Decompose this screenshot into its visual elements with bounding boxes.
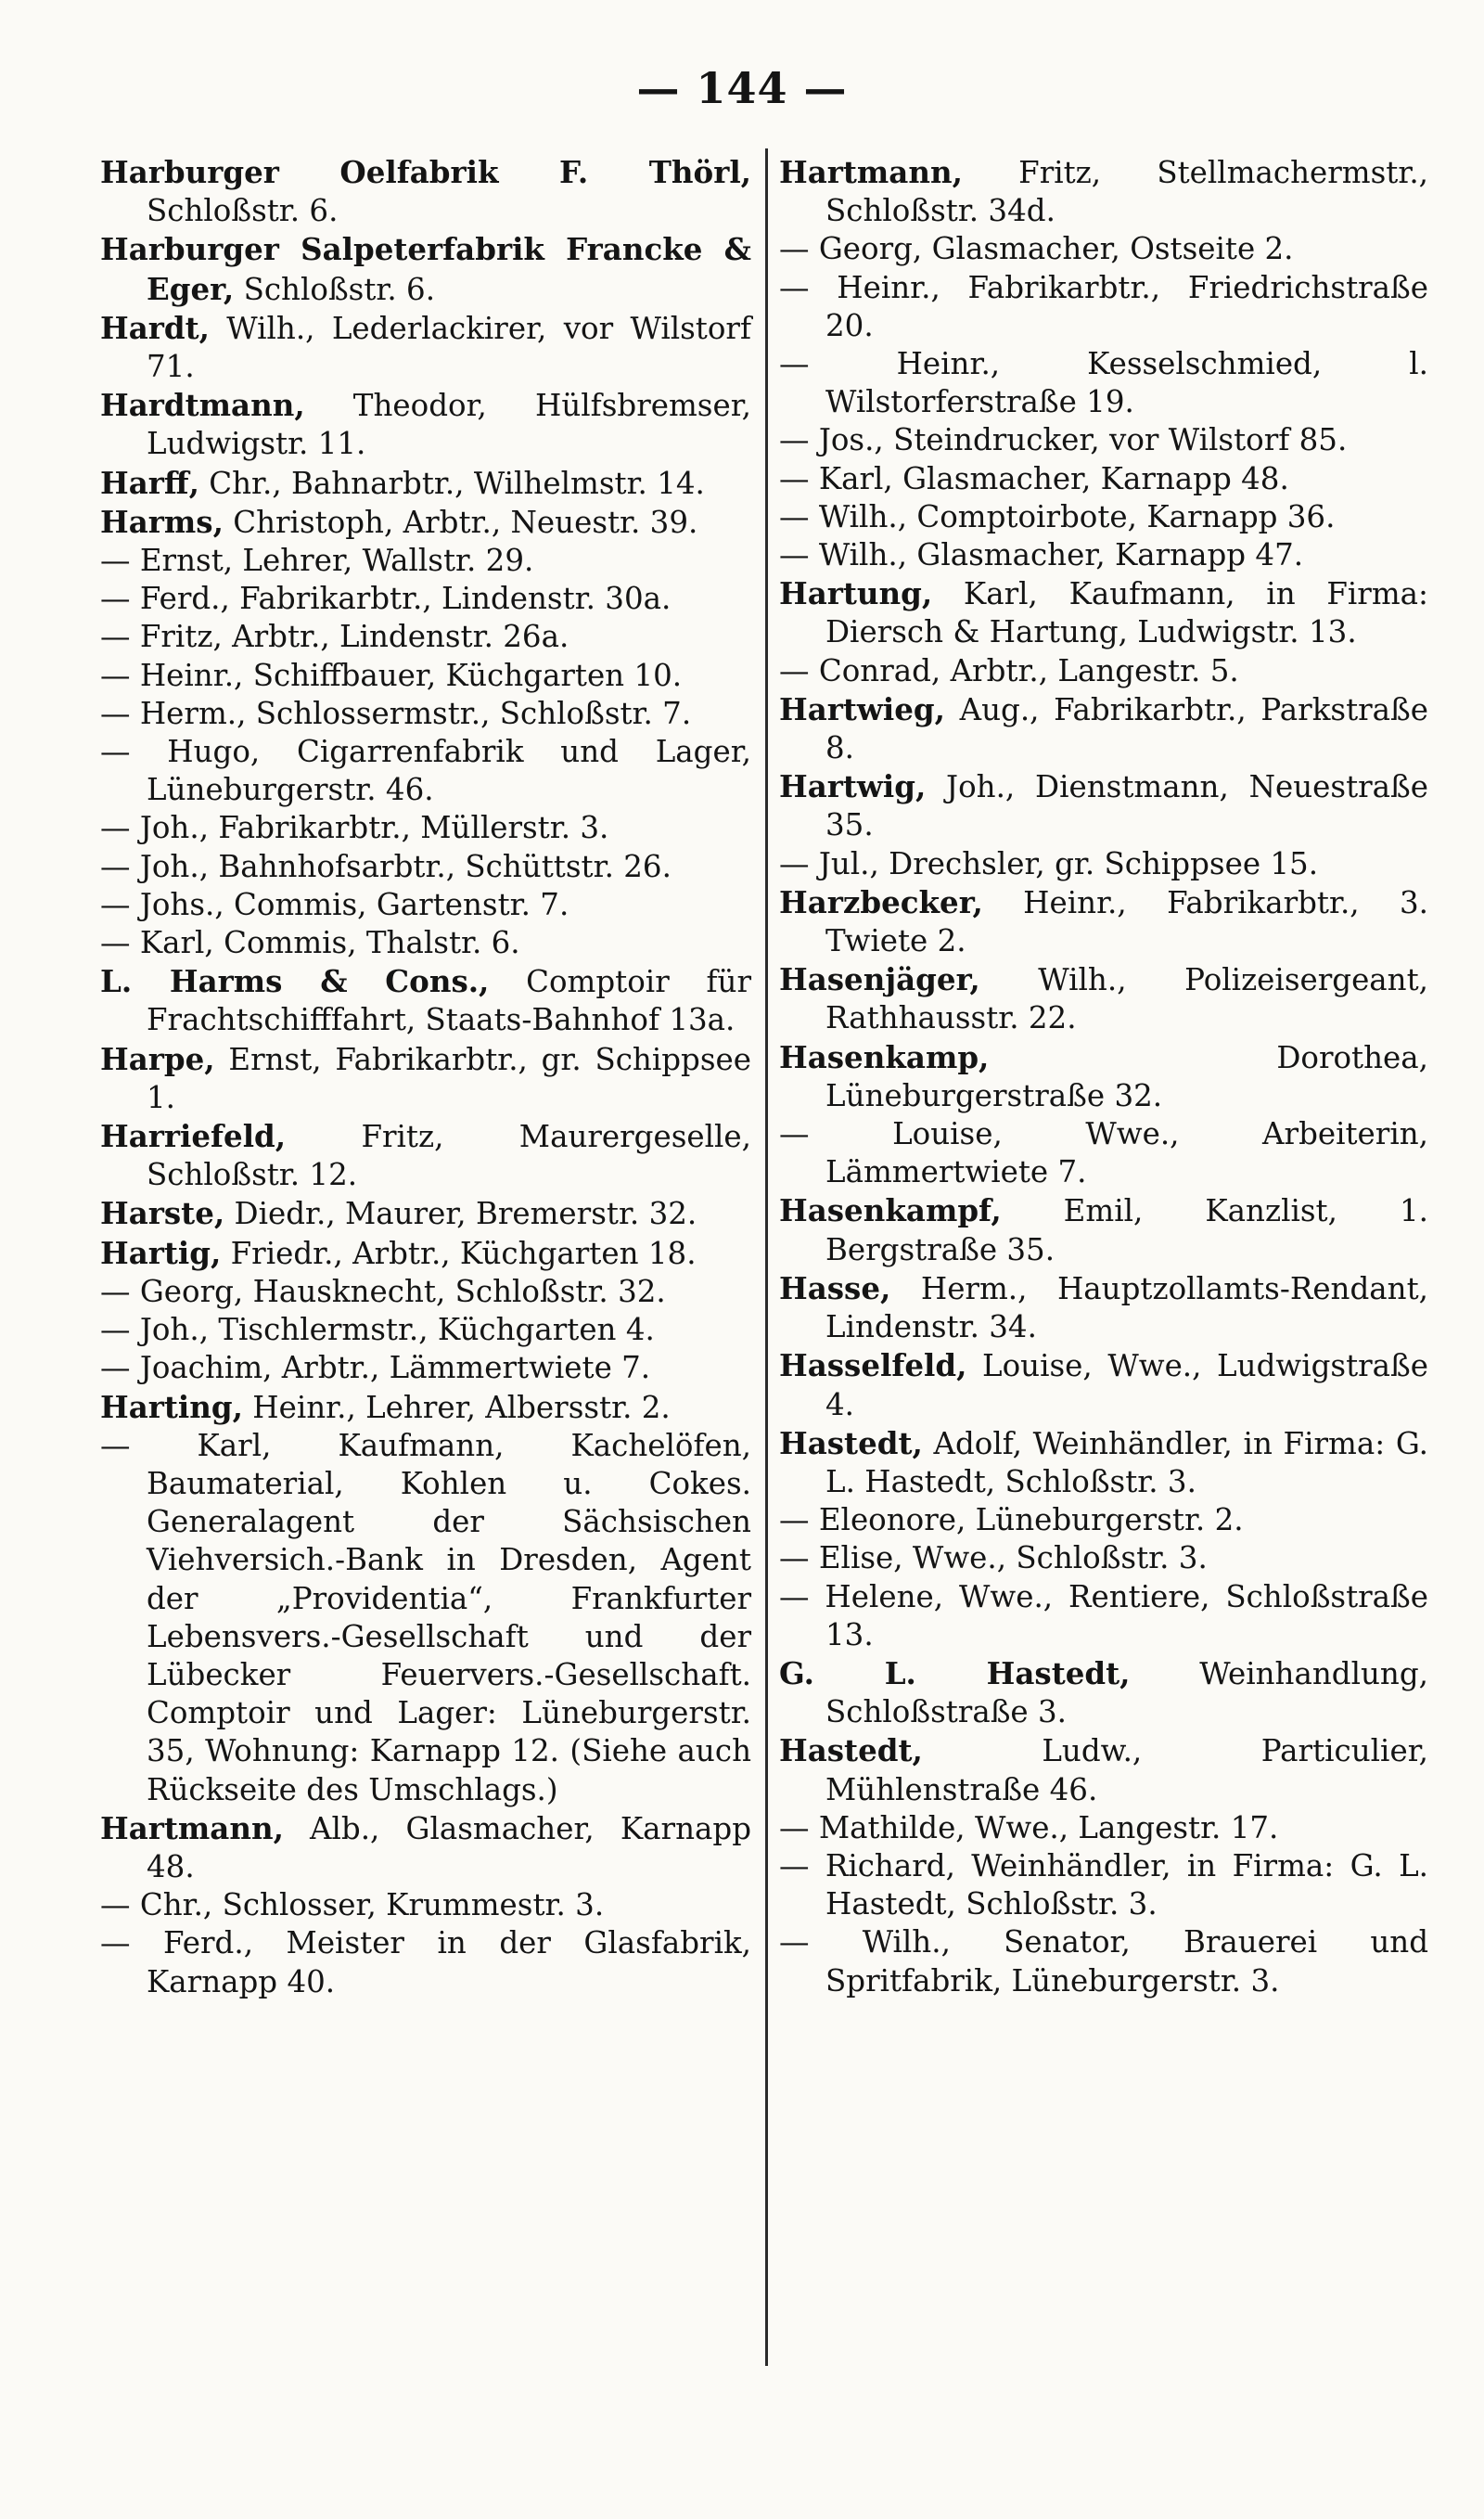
entry-details: — Joh., Tischlermstr., Küchgarten 4. [100, 1312, 655, 1348]
directory-entry [779, 845, 1428, 883]
entry-details: Ludw., Particulier, Mühlenstraße 46. [825, 1733, 1428, 1807]
entry-details: — Jos., Steindrucker, vor Wilstorf 85. [779, 422, 1348, 458]
right-column [779, 153, 1428, 2000]
directory-entry [779, 1038, 1428, 1115]
entry-details: Adolf, Weinhändler, in Firma: G. L. Hastedt, Schloßstr. 3. [825, 1425, 1428, 1499]
entry-details: — Ferd., Fabrikarbtr., Lindenstr. 30a. [100, 581, 672, 617]
entry-details: — Karl, Glasmacher, Karnapp 48. [779, 460, 1289, 496]
entry-details: — Mathilde, Wwe., Langestr. 17. [779, 1809, 1279, 1845]
entry-details: Louise, Wwe., Ludwigstraße 4. [825, 1348, 1428, 1422]
entry-details: Joh., Dienstmann, Neuestraße 35. [825, 769, 1428, 843]
entry-surname: Hartwig, [779, 768, 927, 805]
entry-details: — Joh., Bahnhofsarbtr., Schüttstr. 26. [100, 848, 672, 884]
directory-entry [100, 1311, 751, 1349]
entry-details: — Louise, Wwe., Arbeiterin, Lämmertwiete 7. [779, 1116, 1428, 1190]
entry-surname: G. L. Hastedt, [779, 1654, 1131, 1691]
entry-surname: Harburger Salpeterfabrik Francke & Eger, [100, 231, 751, 307]
directory-entry [100, 657, 751, 695]
entry-surname: Harburger Oelfabrik F. Thörl, [100, 154, 751, 190]
entry-surname: Harriefeld, [100, 1118, 287, 1155]
entry-details: — Heinr., Kesselschmied, l. Wilstorferstraße 19. [779, 346, 1428, 420]
directory-entry [100, 464, 751, 503]
directory-entry [779, 1501, 1428, 1539]
entry-details: — Ernst, Lehrer, Wallstr. 29. [100, 543, 534, 579]
directory-entry [779, 345, 1428, 421]
directory-entry [779, 421, 1428, 459]
directory-entry [100, 886, 751, 924]
directory-entry [779, 1346, 1428, 1423]
entry-details: Schloßstr. 6. [147, 193, 339, 229]
entry-surname: Hastedt, [779, 1732, 923, 1769]
directory-entry [779, 1578, 1428, 1654]
entry-details: — Ferd., Meister in der Glasfabrik, Karnapp 40. [100, 1925, 751, 1999]
entry-details: Ernst, Fabrikarbtr., gr. Schippsee 1. [147, 1041, 751, 1115]
directory-entry [100, 153, 751, 230]
directory-entry [100, 618, 751, 656]
directory-entry [100, 924, 751, 962]
entry-surname: L. Harms & Cons., [100, 963, 490, 1000]
left-column [100, 153, 751, 2001]
directory-entry [779, 767, 1428, 844]
entry-details: Comptoir für Frachtschifffahrt, Staats-Bahnhof 13a. [147, 964, 751, 1038]
entry-surname: Hastedt, [779, 1424, 923, 1461]
directory-entry [100, 580, 751, 618]
entry-details: Friedr., Arbtr., Küchgarten 18. [221, 1235, 697, 1271]
entry-details: Emil, Kanzlist, 1. Bergstraße 35. [825, 1193, 1428, 1267]
entry-details: — Wilh., Glasmacher, Karnapp 47. [779, 537, 1304, 573]
directory-entry [779, 460, 1428, 498]
directory-entry [779, 1847, 1428, 1923]
directory-entry [100, 309, 751, 386]
entry-details: — Conrad, Arbtr., Langestr. 5. [779, 652, 1239, 688]
entry-details: Aug., Fabrikarbtr., Parkstraße 8. [825, 691, 1428, 766]
entry-details: — Hugo, Cigarrenfabrik und Lager, Lüneburgerstr. 46. [100, 734, 751, 808]
directory-entry [100, 1194, 751, 1233]
entry-surname: Hasenkamp, [779, 1038, 990, 1075]
directory-entry [779, 1269, 1428, 1346]
entry-details: Christoph, Arbtr., Neuestr. 39. [223, 504, 698, 540]
entry-surname: Hartung, [779, 575, 933, 612]
directory-entry [779, 652, 1428, 690]
entry-details: Weinhandlung, Schloßstraße 3. [825, 1655, 1428, 1730]
directory-entry [100, 1349, 751, 1387]
directory-entry [779, 536, 1428, 574]
directory-entry [100, 503, 751, 542]
directory-entry [100, 809, 751, 847]
directory-entry [100, 1809, 751, 1886]
entry-details: Karl, Kaufmann, in Firma: Diersch & Hartung, Ludwigstr. 13. [825, 576, 1428, 650]
directory-entry [779, 1424, 1428, 1501]
entry-details: Wilh., Polizeisergeant, Rathhausstr. 22. [825, 962, 1428, 1036]
entry-surname: Hardt, [100, 309, 210, 346]
directory-entry [100, 1427, 751, 1809]
directory-entry [779, 1654, 1428, 1731]
directory-entry [779, 1191, 1428, 1268]
entry-details: Fritz, Stellmachermstr., Schloßstr. 34d. [825, 155, 1428, 229]
entry-details: — Joachim, Arbtr., Lämmertwiete 7. [100, 1350, 651, 1386]
entry-surname: Harpe, [100, 1040, 215, 1077]
entry-details: Chr., Bahnarbtr., Wilhelmstr. 14. [198, 465, 705, 501]
entry-details: Herm., Hauptzollamts-Rendant, Lindenstr. 34. [825, 1270, 1428, 1345]
column-divider [765, 148, 768, 2366]
directory-entry [100, 1273, 751, 1311]
directory-entry [100, 1117, 751, 1194]
directory-entry [100, 1234, 751, 1273]
entry-details: — Karl, Commis, Thalstr. 6. [100, 925, 520, 961]
directory-entry [100, 542, 751, 580]
entry-details: — Karl, Kaufmann, Kachelöfen, Baumaterial, Kohlen u. Cokes. Generalagent der Sächsischen Viehversich.-Bank in Dresden, Agent der „Providentia“, Frankfurter Lebensvers.-Gesellschaft und der Lübecker Feuervers.-Gesellschaft. Comptoir und Lager: Lüneburgerstr. 35, Wohnung: Karnapp 12. (Siehe auch Rückseite des Umschlags.) [100, 1427, 751, 1807]
entry-details: — Eleonore, Lüneburgerstr. 2. [779, 1502, 1244, 1538]
directory-entry [100, 848, 751, 886]
directory-entry [100, 695, 751, 733]
entry-details: Fritz, Maurergeselle, Schloßstr. 12. [147, 1119, 751, 1193]
entry-surname: Hartmann, [100, 1809, 284, 1846]
directory-entry [779, 1923, 1428, 1999]
entry-surname: Hartig, [100, 1234, 222, 1271]
entry-surname: Harste, [100, 1195, 225, 1232]
entry-details: Heinr., Fabrikarbtr., 3. Twiete 2. [825, 884, 1428, 959]
entry-details: Heinr., Lehrer, Albersstr. 2. [242, 1389, 671, 1425]
entry-details: Theodor, Hülfsbremser, Ludwigstr. 11. [147, 388, 751, 462]
entry-surname: Hasenkampf, [779, 1192, 1002, 1229]
directory-entry [779, 498, 1428, 536]
entry-details: — Johs., Commis, Gartenstr. 7. [100, 886, 569, 922]
directory-entry [779, 574, 1428, 651]
entry-details: Schloßstr. 6. [234, 271, 436, 307]
directory-entry [100, 733, 751, 809]
entry-details: — Georg, Glasmacher, Ostseite 2. [779, 231, 1294, 267]
entry-details: — Joh., Fabrikarbtr., Müllerstr. 3. [100, 810, 609, 846]
entry-details: — Wilh., Senator, Brauerei und Spritfabrik, Lüneburgerstr. 3. [779, 1924, 1428, 1998]
directory-entry [779, 1539, 1428, 1577]
entry-details: — Heinr., Schiffbauer, Küchgarten 10. [100, 657, 683, 693]
directory-entry [779, 153, 1428, 230]
entry-details: Diedr., Maurer, Bremerstr. 32. [224, 1196, 697, 1232]
entry-details: — Helene, Wwe., Rentiere, Schloßstraße 13. [779, 1578, 1428, 1652]
entry-details: — Fritz, Arbtr., Lindenstr. 26a. [100, 619, 569, 655]
entry-details: — Georg, Hausknecht, Schloßstr. 32. [100, 1273, 666, 1309]
directory-entry [779, 1809, 1428, 1847]
entry-surname: Hasenjäger, [779, 961, 980, 998]
directory-entry [779, 883, 1428, 960]
entry-details: Wilh., Lederlackirer, vor Wilstorf 71. [147, 310, 751, 385]
entry-surname: Hasse, [779, 1269, 891, 1306]
directory-entry [100, 230, 751, 308]
entry-details: — Jul., Drechsler, gr. Schippsee 15. [779, 845, 1319, 881]
entry-surname: Harting, [100, 1388, 243, 1425]
entry-surname: Hartwieg, [779, 690, 945, 727]
entry-details: — Herm., Schlossermstr., Schloßstr. 7. [100, 695, 692, 731]
entry-surname: Harzbecker, [779, 883, 983, 920]
directory-entry [779, 1115, 1428, 1191]
directory-entry [100, 1040, 751, 1117]
entry-details: Dorothea, Lüneburgerstraße 32. [825, 1039, 1428, 1113]
entry-details: — Heinr., Fabrikarbtr., Friedrichstraße 20. [779, 269, 1428, 343]
directory-entry [100, 962, 751, 1039]
entry-surname: Harms, [100, 503, 224, 540]
page-number: — 144 — [636, 63, 848, 113]
entry-details: — Chr., Schlosser, Krummestr. 3. [100, 1887, 605, 1923]
directory-entry [779, 230, 1428, 268]
directory-entry [779, 960, 1428, 1037]
directory-entry [100, 1388, 751, 1427]
directory-entry [100, 1924, 751, 2000]
entry-details: — Elise, Wwe., Schloßstr. 3. [779, 1540, 1208, 1576]
directory-entry [100, 1886, 751, 1924]
entry-surname: Hartmann, [779, 154, 963, 190]
directory-entry [779, 690, 1428, 767]
directory-entry [100, 386, 751, 463]
entry-surname: Hasselfeld, [779, 1347, 967, 1384]
entry-surname: Harff, [100, 464, 199, 501]
entry-surname: Hardtmann, [100, 387, 305, 424]
entry-details: — Richard, Weinhändler, in Firma: G. L. Hastedt, Schloßstr. 3. [779, 1847, 1428, 1922]
entry-details: Alb., Glasmacher, Karnapp 48. [147, 1810, 751, 1884]
directory-entry [779, 269, 1428, 345]
entry-details: — Wilh., Comptoirbote, Karnapp 36. [779, 498, 1336, 534]
directory-entry [779, 1731, 1428, 1808]
